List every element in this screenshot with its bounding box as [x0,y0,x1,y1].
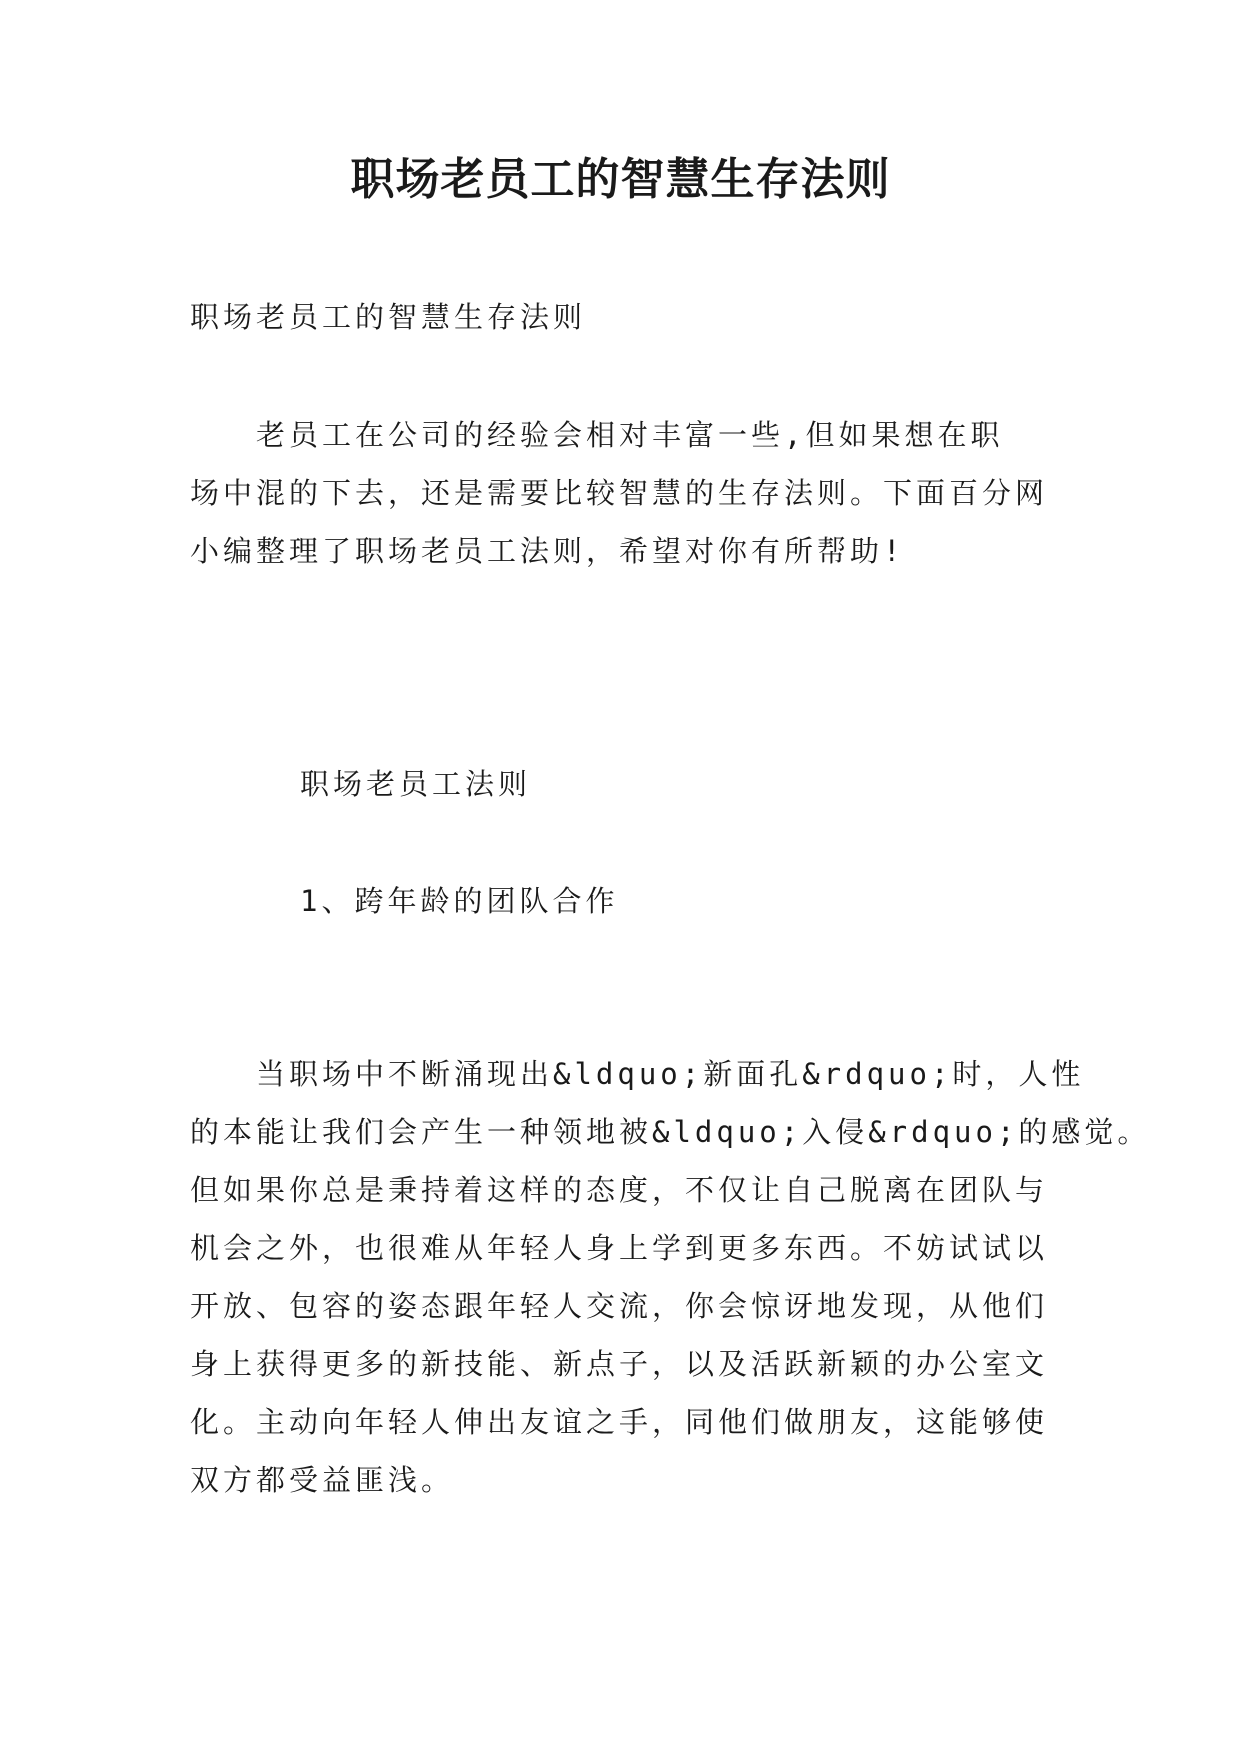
item-heading: 1、跨年龄的团队合作 [300,884,619,918]
body-line: 开放、包容的姿态跟年轻人交流，你会惊讶地发现，从他们 [190,1289,1049,1323]
body-paragraph [190,1045,1150,1509]
body-line: 化。主动向年轻人伸出友谊之手，同他们做朋友，这能够使 [190,1405,1049,1439]
intro-line: 小编整理了职场老员工法则，希望对你有所帮助! [190,534,905,568]
intro-paragraph [190,406,1048,580]
body-line: 当职场中不断涌现出&ldquo;新面孔&rdquo;时，人性 [190,1057,1085,1091]
body-line: 双方都受益匪浅。 [190,1463,455,1497]
body-line: 但如果你总是秉持着这样的态度，不仅让自己脱离在团队与 [190,1173,1049,1207]
section-heading: 职场老员工法则 [300,767,532,801]
document-subtitle: 职场老员工的智慧生存法则 [190,300,587,334]
intro-line: 场中混的下去，还是需要比较智慧的生存法则。下面百分网 [190,476,1049,510]
body-line: 的本能让我们会产生一种领地被&ldquo;入侵&rdquo;的感觉。 [190,1115,1151,1149]
document-title: 职场老员工的智慧生存法则 [350,154,891,205]
body-line: 身上获得更多的新技能、新点子，以及活跃新颖的办公室文 [190,1347,1049,1381]
body-line: 机会之外，也很难从年轻人身上学到更多东西。不妨试试以 [190,1231,1049,1265]
intro-line: 老员工在公司的经验会相对丰富一些,但如果想在职 [190,418,1004,452]
